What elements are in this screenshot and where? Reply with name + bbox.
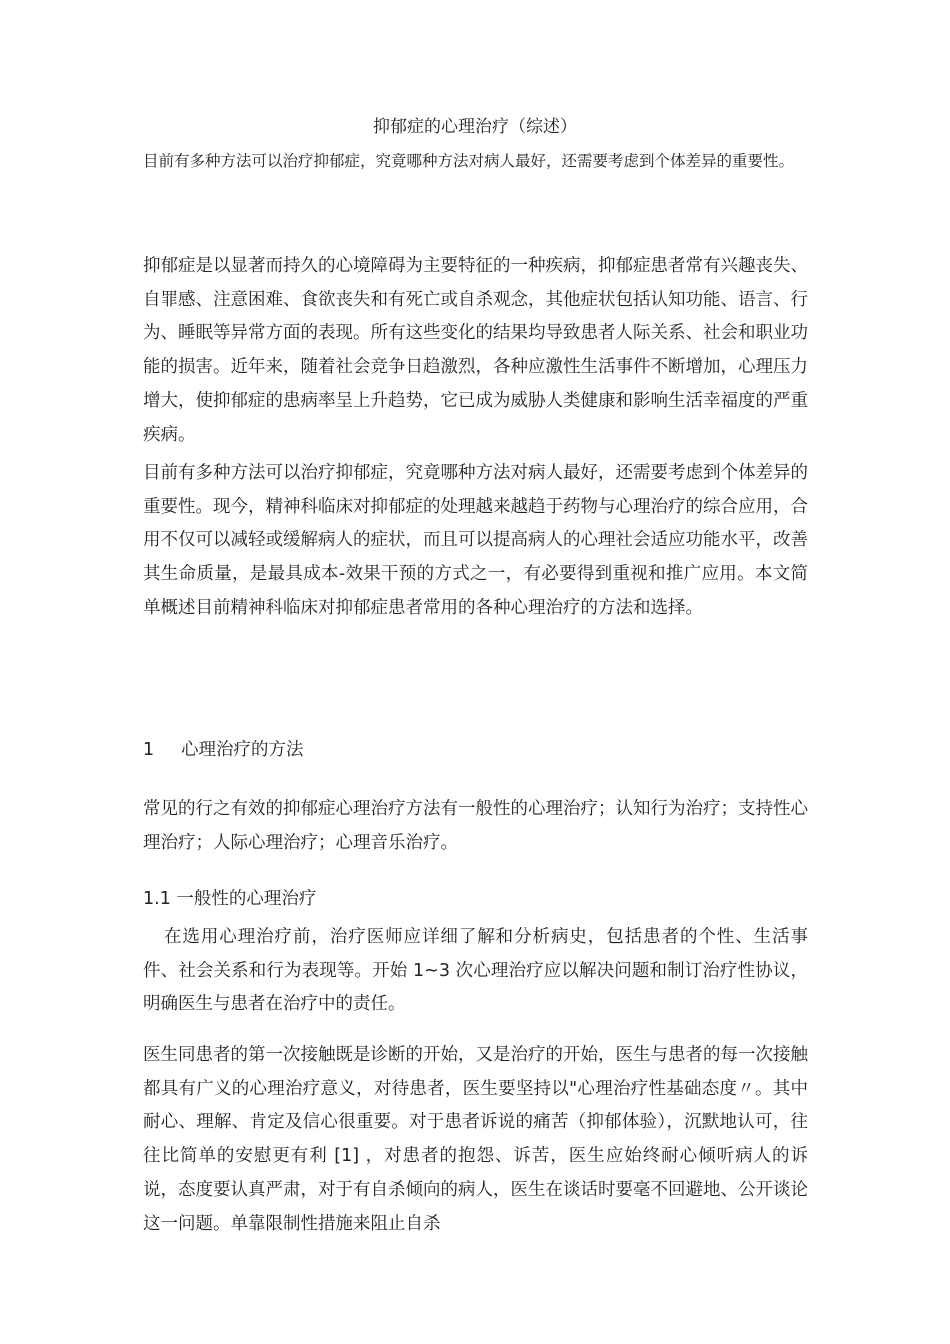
document-title: 抑郁症的心理治疗（综述）: [373, 117, 577, 137]
subsection-paragraph: 在选用心理治疗前，治疗医师应详细了解和分析病史，包括患者的个性、生活事件、社会关系和行为表现等。开始 1~3 次心理治疗应以解决问题和制订治疗性协议，明确医生与患者在治疗中的责任。: [143, 927, 808, 1015]
section-paragraph: 常见的行之有效的抑郁症心理治疗方法有一般性的心理治疗；认知行为治疗；支持性心理治疗；人际心理治疗；心理音乐治疗。: [143, 799, 808, 853]
summary-paragraph: 目前有多种方法可以治疗抑郁症，究竟哪种方法对病人最好，还需要考虑到个体差异的重要性。: [143, 152, 795, 170]
section-heading: [143, 735, 304, 765]
intro-paragraph: 抑郁症是以显著而持久的心境障碍为主要特征的一种疾病，抑郁症患者常有兴趣丧失、自罪感、注意困难、食欲丧失和有死亡或自杀观念，其他症状包括认知功能、语言、行为、睡眠等异常方面的表现。所有这些变化的结果均导致患者人际关系、社会和职业功能的损害。近年来，随着社会竞争日趋激烈，各种应激性生活事件不断增加，心理压力增大，使抑郁症的患病率呈上升趋势，它已成为威胁人类健康和影响生活幸福度的严重疾病。: [143, 256, 808, 445]
section-title: 心理治疗的方法: [181, 740, 304, 760]
section-number: 1: [143, 740, 155, 760]
subsection-paragraph: 医生同患者的第一次接触既是诊断的开始，又是治疗的开始，医生与患者的每一次接触都具有广义的心理治疗意义，对待患者，医生要坚持以"心理治疗性基础态度〃。其中耐心、理解、肯定及信心很重要。对于患者诉说的痛苦（抑郁体验），沉默地认可，往往比简单的安慰更有利 [1] ，对患者的抱怨、诉苦，医生应始终耐心倾听病人的诉说，态度要认真严肃，对于有自杀倾向的病人，医生在谈话时要毫不回避地、公开谈论这一问题。单靠限制性措施来阻止自杀: [143, 1045, 808, 1234]
intro-paragraph: 目前有多种方法可以治疗抑郁症，究竟哪种方法对病人最好，还需要考虑到个体差异的重要性。现今，精神科临床对抑郁症的处理越来越趋于药物与心理治疗的综合应用，合用不仅可以减轻或缓解病人的症状，而且可以提高病人的心理社会适应功能水平，改善其生命质量，是最具成本-效果干预的方式之一，有必要得到重视和推广应用。本文简单概述目前精神科临床对抑郁症患者常用的各种心理治疗的方法和选择。: [143, 463, 808, 618]
subsection-heading: 1.1 一般性的心理治疗: [143, 889, 317, 909]
